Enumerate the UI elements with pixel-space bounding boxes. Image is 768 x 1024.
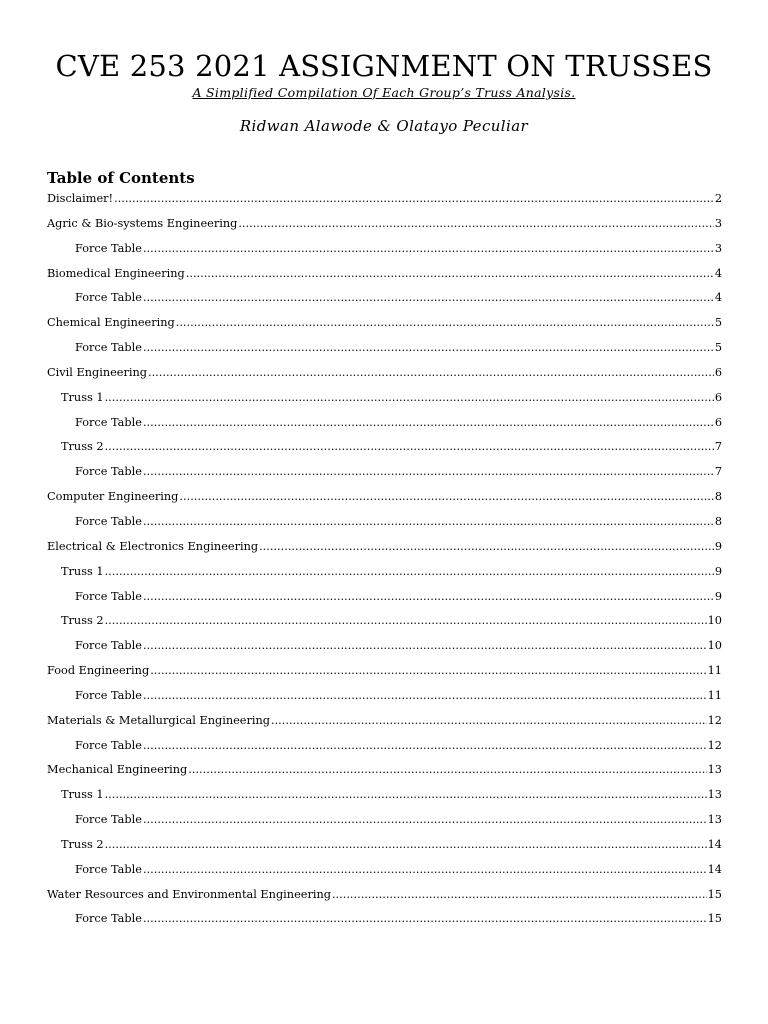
toc-entry-page: 8 bbox=[714, 490, 722, 504]
document-authors: Ridwan Alawode & Olatayo Peculiar bbox=[239, 117, 529, 135]
toc-leader-dots bbox=[150, 659, 706, 684]
toc-leader-dots bbox=[105, 783, 707, 808]
toc-entry[interactable] bbox=[47, 286, 722, 311]
toc-entry[interactable] bbox=[47, 883, 722, 908]
toc-entry[interactable] bbox=[47, 858, 722, 883]
toc-entry-label: Water Resources and Environmental Engineering bbox=[47, 887, 331, 901]
toc-leader-dots bbox=[143, 411, 714, 436]
toc-entry-label: Civil Engineering bbox=[47, 365, 147, 379]
toc-entry[interactable] bbox=[47, 187, 722, 212]
toc-entry[interactable] bbox=[47, 907, 722, 932]
toc-entry[interactable] bbox=[47, 336, 722, 361]
toc-leader-dots bbox=[332, 883, 707, 908]
toc-entry-label: Force Table bbox=[75, 514, 142, 528]
toc-entry-label: Force Table bbox=[75, 291, 142, 305]
toc-leader-dots bbox=[143, 237, 714, 262]
toc-entry-label: Force Table bbox=[75, 465, 142, 479]
toc-entry-page: 8 bbox=[714, 514, 722, 528]
toc-entry[interactable] bbox=[47, 634, 722, 659]
toc-entry-page: 5 bbox=[714, 316, 722, 330]
toc-entry-page: 4 bbox=[714, 266, 722, 280]
toc-entry[interactable] bbox=[47, 411, 722, 436]
toc-entry[interactable] bbox=[47, 684, 722, 709]
toc-leader-dots bbox=[143, 510, 714, 535]
toc-leader-dots bbox=[148, 361, 714, 386]
toc-entry-page: 14 bbox=[707, 862, 722, 876]
toc-entry-label: Truss 2 bbox=[61, 837, 104, 851]
document-subtitle: A Simplified Compilation Of Each Group’s Truss Analysis. bbox=[192, 85, 576, 100]
toc-entry-label: Truss 1 bbox=[61, 390, 104, 404]
toc-entry[interactable] bbox=[47, 485, 722, 510]
toc-entry[interactable] bbox=[47, 833, 722, 858]
toc-leader-dots bbox=[188, 758, 706, 783]
toc-entry[interactable] bbox=[47, 311, 722, 336]
toc-entry-label: Force Table bbox=[75, 415, 142, 429]
toc-leader-dots bbox=[143, 734, 707, 759]
toc-entry-label: Force Table bbox=[75, 639, 142, 653]
toc-leader-dots bbox=[143, 336, 714, 361]
toc-entry-page: 10 bbox=[707, 614, 722, 628]
toc-entry-label: Force Table bbox=[75, 241, 142, 255]
toc-entry-page: 7 bbox=[714, 440, 722, 454]
document-title: CVE 253 2021 ASSIGNMENT ON TRUSSES bbox=[55, 49, 713, 83]
toc-entry[interactable] bbox=[47, 709, 722, 734]
toc-entry-page: 7 bbox=[714, 465, 722, 479]
toc-entry-page: 5 bbox=[714, 341, 722, 355]
toc-entry-page: 11 bbox=[707, 688, 722, 702]
toc-entry-label: Chemical Engineering bbox=[47, 316, 175, 330]
toc-leader-dots bbox=[114, 187, 714, 212]
toc-entry-page: 12 bbox=[707, 738, 722, 752]
toc-entry-page: 6 bbox=[714, 390, 722, 404]
toc-entry-label: Food Engineering bbox=[47, 664, 150, 678]
toc-leader-dots bbox=[105, 386, 714, 411]
toc-entry[interactable] bbox=[47, 510, 722, 535]
toc-entry[interactable] bbox=[47, 808, 722, 833]
toc-leader-dots bbox=[179, 485, 713, 510]
toc-entry-label: Force Table bbox=[75, 862, 142, 876]
toc-entry-label: Truss 1 bbox=[61, 564, 104, 578]
toc-entry-page: 13 bbox=[707, 813, 722, 827]
toc-entry[interactable] bbox=[47, 386, 722, 411]
toc-leader-dots bbox=[143, 585, 714, 610]
toc-entry-label: Force Table bbox=[75, 912, 142, 926]
toc-heading: Table of Contents bbox=[47, 169, 195, 187]
toc-leader-dots bbox=[105, 435, 714, 460]
toc-leader-dots bbox=[143, 907, 707, 932]
toc-entry-page: 14 bbox=[707, 837, 722, 851]
toc-entry-page: 15 bbox=[707, 912, 722, 926]
toc-entry-label: Electrical & Electronics Engineering bbox=[47, 539, 259, 553]
toc-leader-dots bbox=[143, 286, 714, 311]
toc-entry[interactable] bbox=[47, 212, 722, 237]
toc-leader-dots bbox=[176, 311, 714, 336]
toc-entry-page: 9 bbox=[714, 539, 722, 553]
toc-entry-page: 10 bbox=[707, 639, 722, 653]
toc-entry-label: Force Table bbox=[75, 688, 142, 702]
toc-entry-page: 12 bbox=[707, 713, 722, 727]
toc-entry[interactable] bbox=[47, 460, 722, 485]
toc-entry-label: Force Table bbox=[75, 589, 142, 603]
toc-entry-label: Biomedical Engineering bbox=[47, 266, 185, 280]
toc-entry[interactable] bbox=[47, 659, 722, 684]
toc-entry-page: 11 bbox=[707, 664, 722, 678]
toc-entry[interactable] bbox=[47, 585, 722, 610]
toc-leader-dots bbox=[143, 460, 714, 485]
toc-entry-page: 13 bbox=[707, 763, 722, 777]
toc-entry-label: Force Table bbox=[75, 813, 142, 827]
toc-entry-page: 2 bbox=[714, 192, 722, 205]
toc-entry-page: 9 bbox=[714, 564, 722, 578]
toc-entry-page: 3 bbox=[714, 241, 722, 255]
toc-entry-page: 4 bbox=[714, 291, 722, 305]
toc-entry-page: 3 bbox=[714, 216, 722, 230]
toc-entry-label: Materials & Metallurgical Engineering bbox=[47, 713, 270, 727]
toc-entry-page: 15 bbox=[707, 887, 722, 901]
toc-entry[interactable] bbox=[47, 734, 722, 759]
toc-entry[interactable] bbox=[47, 237, 722, 262]
toc-leader-dots bbox=[186, 262, 714, 287]
toc-entry[interactable] bbox=[47, 560, 722, 585]
toc-leader-dots bbox=[143, 634, 707, 659]
toc-entry-label: Disclaimer! bbox=[47, 192, 114, 205]
toc-entry[interactable] bbox=[47, 535, 722, 560]
toc-leader-dots bbox=[238, 212, 713, 237]
toc-entry-page: 6 bbox=[714, 415, 722, 429]
toc-entry[interactable] bbox=[47, 609, 722, 634]
toc-entry[interactable] bbox=[47, 262, 722, 287]
toc-entry-label: Truss 2 bbox=[61, 614, 104, 628]
toc-entry[interactable] bbox=[47, 435, 722, 460]
toc-entry-label: Force Table bbox=[75, 738, 142, 752]
toc-entry[interactable] bbox=[47, 758, 722, 783]
toc-leader-dots bbox=[271, 709, 707, 734]
toc-leader-dots bbox=[143, 808, 707, 833]
toc-leader-dots bbox=[105, 833, 707, 858]
toc-leader-dots bbox=[105, 560, 714, 585]
toc-entry-label: Computer Engineering bbox=[47, 490, 179, 504]
table-of-contents bbox=[47, 187, 722, 932]
toc-leader-dots bbox=[143, 684, 707, 709]
toc-entry-label: Truss 2 bbox=[61, 440, 104, 454]
toc-entry-label: Force Table bbox=[75, 341, 142, 355]
toc-entry-label: Truss 1 bbox=[61, 788, 104, 802]
toc-entry-page: 6 bbox=[714, 365, 722, 379]
toc-entry-page: 13 bbox=[707, 788, 722, 802]
toc-entry[interactable] bbox=[47, 361, 722, 386]
toc-entry-label: Mechanical Engineering bbox=[47, 763, 188, 777]
toc-leader-dots bbox=[105, 609, 707, 634]
toc-leader-dots bbox=[143, 858, 707, 883]
toc-entry[interactable] bbox=[47, 783, 722, 808]
toc-entry-label: Agric & Bio-systems Engineering bbox=[47, 216, 238, 230]
toc-leader-dots bbox=[259, 535, 714, 560]
toc-entry-page: 9 bbox=[714, 589, 722, 603]
